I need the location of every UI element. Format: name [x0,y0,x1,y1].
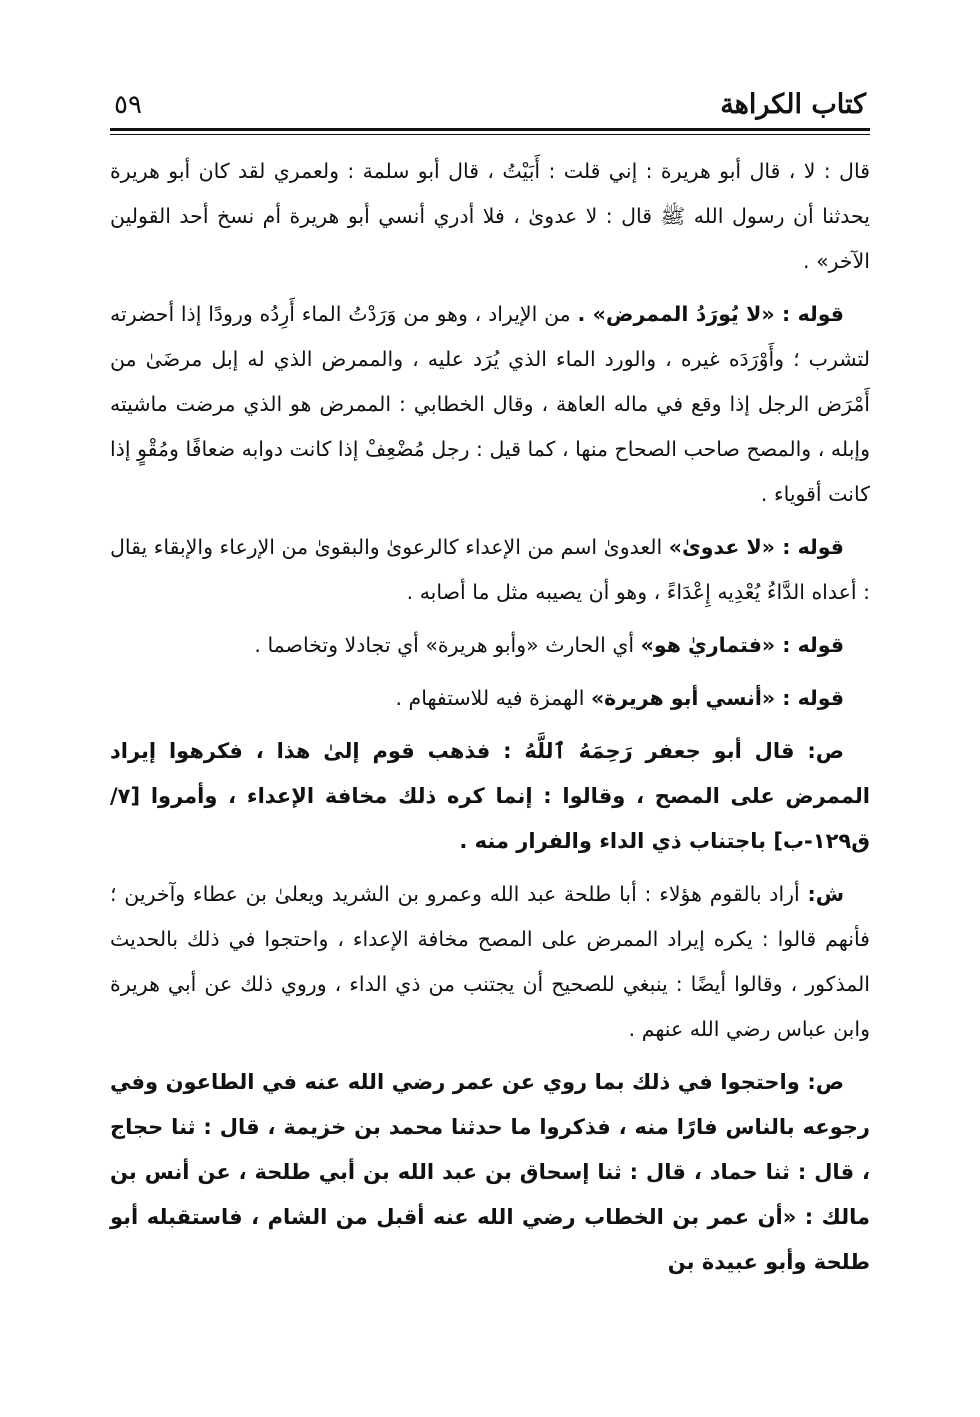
paragraph-commentary-la-adwa [110,525,870,615]
paragraph-text: العدوىٰ اسم من الإعداء كالرعوىٰ والبقوىٰ من الإرعاء والإبقاء يقال : أعداه الدَّاءُ يُعْدِيه إِعْدَاءً ، وهو أن يصيبه مثل ما أصابه . [110,535,870,604]
paragraph-commentary-anasiya [110,676,870,721]
paragraph-commentary-la-yurad [110,292,870,517]
paragraph-lead: قوله : «أنسي أبو هريرة» [590,686,844,710]
paragraph-lead: قوله : «لا عدوىٰ» [668,535,844,559]
paragraph-lead: قوله : «فتماريٰ هو» [640,633,844,657]
paragraph-lead: قوله : «لا يُورَدُ الممرض» . [577,302,844,326]
paragraph-hadith-continuation [110,149,870,284]
paragraph-lead: ص: [807,1070,844,1094]
paragraph-commentary-tamara [110,623,870,668]
paragraph-text: أي الحارث «وأبو هريرة» أي تجادلا وتخاصما . [254,633,641,657]
paragraph-lead: ص: [807,739,844,763]
header-rule-thick [110,128,870,131]
book-page [110,78,870,1293]
paragraph-text-sad-1 [110,729,870,864]
paragraph-text: من الإيراد ، وهو من وَرَدْتُ الماء أَرِدُه ورودًا إذا أحضرته لتشرب ؛ وأَوْرَدَه غيره ، والورد الماء الذي يُرَد عليه ، والممرض الذي له إبل مرضَىٰ من أَمْرَض الرجل إذا وقع في ماله العاهة ، وقال الخطابي : الممرض هو الذي مرضت ماشيته وإبله ، والمصح صاحب الصحاح منها ، كما قيل : رجل مُضْعِفْ إذا كانت دوابه ضعافًا ومُقْوٍ إذا كانت أقوياء . [110,302,870,506]
chapter-title: كتاب الكراهة [720,89,866,120]
paragraph-text: قال : لا ، قال أبو هريرة : إني قلت : أَبَيْتُ ، قال أبو سلمة : ولعمري لقد كان أبو هريرة يحدثنا أن رسول الله ﷺ قال : لا عدوىٰ ، فلا أدري أنسي أبو هريرة أم نسخ أحد القولين الآخر» . [110,159,870,273]
paragraph-lead: ش: [807,882,844,906]
paragraph-sharh [110,872,870,1052]
body-text [110,149,870,1285]
paragraph-text: الهمزة فيه للاستفهام . [395,686,591,710]
page-number: ٥٩ [114,90,142,120]
paragraph-text: قال أبو جعفر رَحِمَهُ ٱللَّهُ : فذهب قوم إلىٰ هذا ، فكرهوا إيراد الممرض على المصح ، وقالوا : إنما كره ذلك مخافة الإعداء ، وأمروا [٧/ ق١٢٩-ب] باجتناب ذي الداء والفرار منه . [110,739,870,853]
header-rule-thin [110,134,870,135]
paragraph-text: واحتجوا في ذلك بما روي عن عمر رضي الله عنه في الطاعون وفي رجوعه بالناس فارًا منه ، فذكروا ما حدثنا محمد بن خزيمة ، قال : ثنا حجاج ، قال : ثنا حماد ، قال : ثنا إسحاق بن عبد الله بن أبي طلحة ، عن أنس بن مالك : «أن عمر بن الخطاب رضي الله عنه أقبل من الشام ، فاستقبله أبو طلحة وأبو عبيدة بن [110,1070,870,1274]
page-header [110,78,870,120]
paragraph-text: أراد بالقوم هؤلاء : أبا طلحة عبد الله وعمرو بن الشريد ويعلىٰ بن عطاء وآخرين ؛ فأنهم قالوا : يكره إيراد الممرض على المصح مخافة الإعداء ، واحتجوا في ذلك بالحديث المذكور ، وقالوا أيضًا : ينبغي للصحيح أن يجتنب من ذي الداء ، وروي ذلك عن أبي هريرة وابن عباس رضي الله عنهم . [110,882,870,1041]
paragraph-text-sad-2 [110,1060,870,1285]
